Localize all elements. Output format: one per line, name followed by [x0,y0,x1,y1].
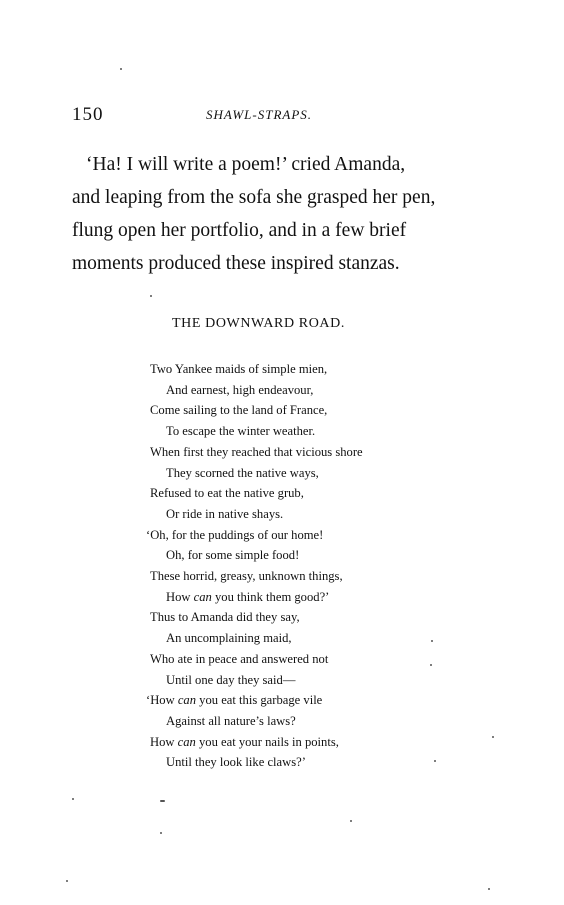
poem-line: Or ride in native shays. [166,506,284,521]
poem-line: Thus to Amanda did they say, [150,610,300,625]
running-head: SHAWL-STRAPS. [206,107,313,122]
poem-line: An uncomplaining maid, [166,631,292,646]
poem-line: Oh, for some simple food! [166,548,300,563]
scan-speck [431,640,433,642]
poem-body [146,359,450,773]
scan-speck [66,880,68,882]
prose-line: ‘Ha! I will write a poem!’ cried Amanda, [86,154,406,175]
poem-line: And earnest, high endeavour, [166,382,314,397]
poem-line: Two Yankee maids of simple mien, [150,362,328,376]
scan-speck [150,295,152,297]
poem-line: ‘How can you eat this garbage vile [146,693,323,708]
poem-line: Refused to eat the native grub, [150,486,304,501]
prose-line: flung open her portfolio, and in a few brief [72,220,407,241]
poem-line: Against all nature’s laws? [166,713,296,728]
poem-line: How can you think them good?’ [166,589,330,604]
prose-line: and leaping from the sofa she grasped her pen, [72,187,436,208]
scan-speck [72,798,74,800]
prose-line: moments produced these inspired stanzas. [72,253,400,274]
scan-speck [430,664,432,666]
poem-line: Until they look like claws?’ [166,755,306,770]
poem-line: These horrid, greasy, unknown things, [150,569,343,584]
scan-speck [434,760,436,762]
scan-speck [350,820,352,822]
poem-title: THE DOWNWARD ROAD. [172,316,345,331]
poem-line: ‘Oh, for the puddings of our home! [146,527,324,542]
prose-paragraph [72,148,482,280]
scan-speck [120,68,122,70]
poem-line: How can you eat your nails in points, [150,734,339,749]
page-number: 150 [72,104,104,125]
poem-line: Who ate in peace and answered not [150,651,329,666]
poem-line: To escape the winter weather. [166,424,316,439]
poem-line: Until one day they said— [166,672,296,687]
scan-speck [160,832,162,834]
scan-speck [492,736,494,738]
scan-speck [488,888,490,890]
poem-line: When first they reached that vicious shore [150,444,363,459]
scan-speck [160,800,165,802]
poem-line: Come sailing to the land of France, [150,403,328,418]
poem-line: They scorned the native ways, [166,465,319,480]
